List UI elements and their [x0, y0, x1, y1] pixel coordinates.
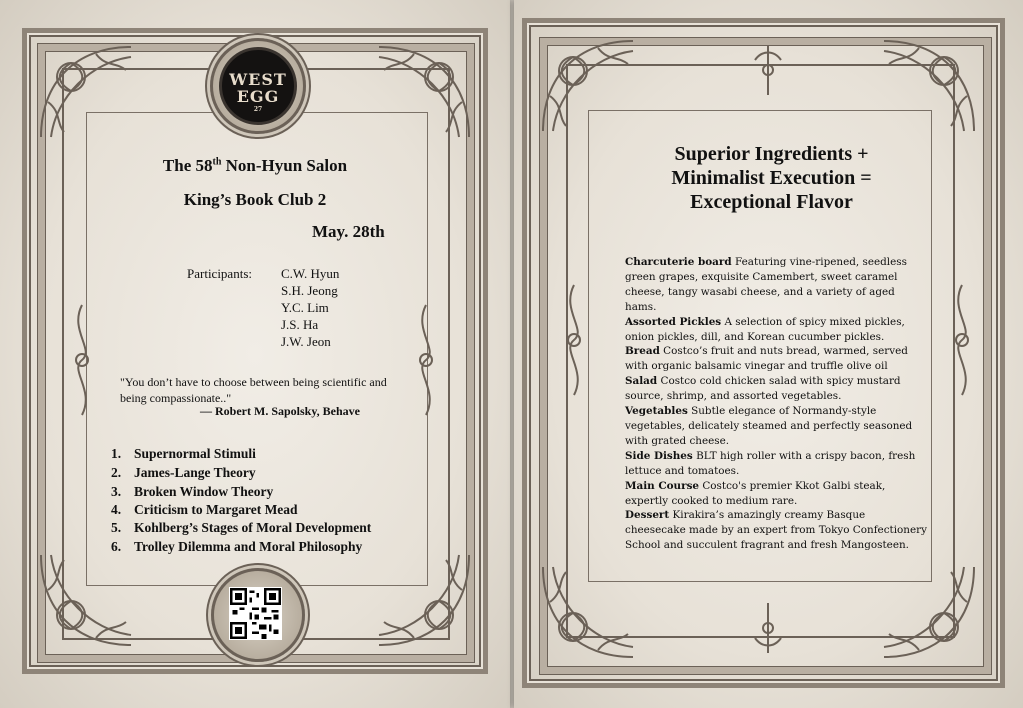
corner-ornament-icon	[538, 36, 638, 136]
menu-item-description: Costco cold chicken salad with spicy mustard source, shrimp, and assorted vegetables.	[625, 375, 901, 403]
menu-item-description: A selection of spicy mixed pickles, onion pickles, dill, and Korean cucumber pickles.	[625, 315, 905, 343]
menu-item-description: Featuring vine-ripened, seedless green grapes, exquisite Camembert, sweet caramel cheese, tangy wasabi cheese, and a variety of aged hams.	[625, 256, 907, 313]
menu-item	[625, 315, 927, 345]
participant-name: S.H. Jeong	[281, 283, 338, 298]
salon-title	[100, 156, 410, 176]
menu-item-description: Costco’s fruit and nuts bread, warmed, served with organic balsamic vinegar and truffle olive oil	[625, 345, 908, 373]
topic-item	[111, 539, 362, 555]
salon-title-sup: th	[212, 156, 222, 168]
topic-number: 5.	[111, 520, 122, 535]
topic-number: 3.	[111, 484, 122, 499]
menu-item-name: Side Dishes	[625, 449, 693, 462]
menu-list	[625, 255, 927, 553]
qr-code-icon[interactable]	[229, 587, 282, 640]
participant-name: C.W. Hyun	[281, 266, 340, 281]
menu-item-name: Salad	[625, 375, 658, 388]
menu-item	[625, 344, 927, 374]
topic-item	[111, 484, 273, 500]
corner-ornament-icon	[538, 562, 638, 662]
salon-title-suffix: Non-Hyun Salon	[221, 156, 348, 175]
menu-item	[625, 255, 927, 315]
topic-item	[111, 446, 256, 462]
menu-item	[625, 508, 927, 553]
quote-author: — Robert M. Sapolsky, Behave	[200, 404, 361, 418]
menu-heading	[614, 142, 929, 214]
logo-text-west: WEST	[229, 70, 287, 89]
side-scroll-ornament-icon	[556, 280, 592, 400]
quote-text: "You don’t have to choose between being scientific and being compassionate.."	[120, 375, 387, 405]
topic-label: Criticism to Margaret Mead	[134, 502, 298, 517]
top-center-ornament-icon	[750, 40, 786, 100]
participants-label: Participants:	[187, 266, 252, 281]
topic-number: 4.	[111, 502, 122, 517]
topic-number: 2.	[111, 465, 122, 480]
menu-item-description: BLT high roller with a crispy bacon, fresh lettuce and tomatoes.	[625, 449, 916, 477]
corner-ornament-icon	[879, 562, 979, 662]
menu-item	[625, 404, 927, 449]
menu-heading-line: Superior Ingredients +	[674, 143, 869, 165]
corner-ornament-icon	[374, 42, 474, 142]
logo-text-number: 27	[253, 106, 263, 113]
menu-item-description: Kirakira’s amazingly creamy Basque cheesecake made by an expert from Tokyo Confectionery School and succulent fragrant and fresh Mangosteen.	[625, 509, 927, 552]
menu-item-name: Charcuterie board	[625, 256, 732, 268]
participant-name: Y.C. Lim	[281, 300, 329, 315]
topic-number: 1.	[111, 446, 122, 461]
menu-item-name: Bread	[625, 345, 660, 358]
menu-item	[625, 374, 927, 404]
menu-item-description: Costco's premier Kkot Galbi steak, expertly cooked to medium rare.	[625, 479, 886, 507]
event-date: May. 28th	[312, 222, 385, 241]
west-egg-logo-badge	[219, 47, 297, 125]
logo-text-egg: EGG	[236, 87, 280, 106]
book-club-title: King’s Book Club 2	[183, 190, 327, 209]
menu-item-name: Dessert	[625, 509, 670, 522]
side-scroll-ornament-icon	[408, 300, 444, 420]
topic-label: Broken Window Theory	[134, 484, 274, 499]
side-scroll-ornament-icon	[944, 280, 980, 400]
topic-label: Trolley Dilemma and Moral Philosophy	[134, 539, 363, 554]
participant-name: J.W. Jeon	[281, 334, 331, 349]
topic-label: Supernormal Stimuli	[134, 446, 256, 461]
corner-ornament-icon	[879, 36, 979, 136]
menu-item	[625, 479, 927, 509]
participant-name: J.S. Ha	[281, 317, 319, 332]
menu-heading-line: Minimalist Execution =	[671, 167, 872, 189]
menu-item-name: Main Course	[625, 479, 700, 492]
topic-label: James-Lange Theory	[134, 465, 256, 480]
corner-ornament-icon	[374, 550, 474, 650]
bottom-center-ornament-icon	[750, 598, 786, 658]
menu-heading-line: Exceptional Flavor	[690, 191, 853, 213]
menu-item-name: Vegetables	[625, 405, 688, 418]
topic-label: Kohlberg’s Stages of Moral Development	[134, 520, 372, 535]
topic-item	[111, 520, 371, 536]
menu-item	[625, 449, 927, 479]
side-scroll-ornament-icon	[64, 300, 100, 420]
salon-title-prefix: The 58	[162, 156, 213, 175]
menu-item-description: Subtle elegance of Normandy-style vegetables, delicately steamed and perfectly seasoned with grated cheese.	[625, 405, 913, 447]
topic-item	[111, 465, 256, 481]
topic-number: 6.	[111, 539, 122, 554]
topic-item	[111, 502, 298, 518]
corner-ornament-icon	[36, 550, 136, 650]
menu-item-name: Assorted Pickles	[625, 315, 722, 328]
invitation-card	[0, 0, 510, 708]
corner-ornament-icon	[36, 42, 136, 142]
